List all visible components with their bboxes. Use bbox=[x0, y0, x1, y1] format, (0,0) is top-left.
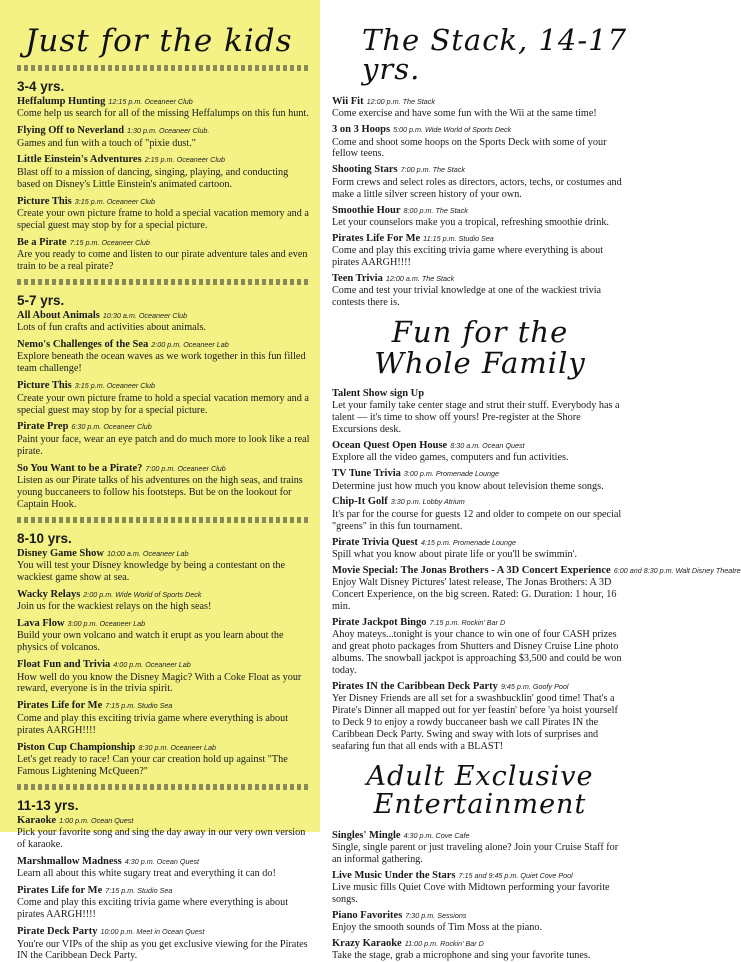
event-time-location: 3:00 p.m. Oceaneer Lab bbox=[68, 619, 146, 628]
event-name: TV Tune Trivia bbox=[332, 468, 401, 479]
event-header bbox=[332, 273, 628, 285]
event-description: Come and play this exciting trivia game where everything is about pirates AARGH!!!! bbox=[332, 245, 628, 269]
event-header bbox=[332, 870, 628, 882]
event-description: Lots of fun crafts and activities about animals. bbox=[17, 322, 310, 334]
event-name: Piston Cup Championship bbox=[17, 742, 135, 753]
event-description: Ahoy mateys...tonight is your chance to win one of four CASH prizes and great photo packages from Shutters and Disney Cruise Line photo albums. The snowball jackpot is approaching $3,500 and could be won today. bbox=[332, 629, 628, 677]
event-time-location: 3:00 p.m. Promenade Lounge bbox=[404, 469, 499, 478]
event-name: Little Einstein's Adventures bbox=[17, 154, 142, 165]
event-header bbox=[332, 537, 628, 549]
event-header bbox=[332, 565, 628, 577]
event-header bbox=[332, 830, 628, 842]
event-item bbox=[332, 617, 628, 677]
event-time-location: 7:15 p.m. Studio Sea bbox=[105, 886, 172, 895]
event-header bbox=[332, 233, 628, 245]
event-time-location: 7:15 p.m. Rockin' Bar D bbox=[430, 618, 506, 627]
event-description: Explore beneath the ocean waves as we work together in this fun filled team challenge! bbox=[17, 351, 310, 375]
event-description: Enjoy Walt Disney Pictures' latest release, The Jonas Brothers: A 3D Concert Experience, on the big screen. Rated: G. Duration: 1 hour, 16 min. bbox=[332, 577, 628, 613]
event-name: Movie Special: The Jonas Brothers - A 3D Concert Experience bbox=[332, 565, 611, 576]
event-name: Picture This bbox=[17, 380, 72, 391]
event-name: Marshmallow Madness bbox=[17, 856, 122, 867]
event-header bbox=[332, 96, 628, 108]
event-header bbox=[17, 196, 310, 208]
event-item bbox=[17, 659, 310, 695]
event-time-location: 5:00 p.m. Wide World of Sports Deck bbox=[393, 125, 511, 134]
event-time-location: 6:30 p.m. Oceaneer Club bbox=[71, 422, 151, 431]
family-title-line1: Fun for the bbox=[392, 315, 568, 349]
event-time-location: 3:15 p.m. Oceaneer Club bbox=[75, 381, 155, 390]
age-heading: 5-7 yrs. bbox=[17, 293, 310, 308]
event-header bbox=[332, 440, 628, 452]
event-item bbox=[332, 96, 628, 120]
event-description: Spill what you know about pirate life or you'll be swimmin'. bbox=[332, 549, 628, 561]
event-item bbox=[17, 463, 310, 511]
event-header bbox=[17, 380, 310, 392]
event-description: Games and fun with a touch of "pixie dust." bbox=[17, 138, 310, 150]
event-name: Lava Flow bbox=[17, 618, 65, 629]
event-time-location: 7:00 p.m. The Stack bbox=[401, 165, 465, 174]
stack-title: The Stack, 14-17 yrs. bbox=[362, 26, 628, 84]
event-item bbox=[17, 310, 310, 334]
event-item bbox=[17, 196, 310, 232]
event-time-location: 2:15 p.m. Oceaneer Club bbox=[145, 155, 225, 164]
event-name: Krazy Karaoke bbox=[332, 938, 402, 949]
event-item bbox=[17, 815, 310, 851]
event-time-location: 10:00 a.m. Oceaneer Lab bbox=[107, 549, 189, 558]
event-time-location: 12:00 p.m. The Stack bbox=[367, 97, 435, 106]
event-name: Pirates IN the Caribbean Deck Party bbox=[332, 681, 498, 692]
event-item bbox=[17, 421, 310, 457]
event-item bbox=[17, 96, 310, 120]
event-time-location: 1:30 p.m. Oceaneer Club. bbox=[127, 126, 209, 135]
adult-title bbox=[332, 763, 628, 820]
adult-events bbox=[332, 830, 628, 962]
event-description: Are you ready to come and listen to our pirate adventure tales and even train to be a real pirate? bbox=[17, 249, 310, 273]
event-description: Come exercise and have some fun with the Wii at the same time! bbox=[332, 108, 628, 120]
event-item bbox=[332, 565, 628, 613]
event-item bbox=[17, 339, 310, 375]
divider bbox=[17, 279, 310, 285]
event-header bbox=[17, 926, 310, 938]
event-header bbox=[17, 589, 310, 601]
adult-title-line2: Entertainment bbox=[374, 789, 587, 820]
event-name: Disney Game Show bbox=[17, 548, 104, 559]
event-description: Determine just how much you know about television theme songs. bbox=[332, 481, 628, 493]
event-time-location: 4:30 p.m. Ocean Quest bbox=[125, 857, 199, 866]
event-name: Float Fun and Trivia bbox=[17, 659, 110, 670]
event-item bbox=[332, 124, 628, 160]
event-header bbox=[332, 910, 628, 922]
event-item bbox=[332, 910, 628, 934]
event-header bbox=[17, 421, 310, 433]
event-time-location: 12:00 a.m. The Stack bbox=[386, 274, 454, 283]
event-description: Pick your favorite song and sing the day away in our very own version of karaoke. bbox=[17, 827, 310, 851]
event-header bbox=[17, 96, 310, 108]
event-name: 3 on 3 Hoops bbox=[332, 124, 390, 135]
event-name: Pirate Jackpot Bingo bbox=[332, 617, 427, 628]
event-item bbox=[332, 440, 628, 464]
event-name: All About Animals bbox=[17, 310, 100, 321]
event-description: You're our VIPs of the ship as you get exclusive viewing for the Pirates IN the Caribbean Deck Party. bbox=[17, 939, 310, 962]
event-name: Pirates Life for Me bbox=[17, 700, 102, 711]
event-header bbox=[17, 700, 310, 712]
event-header bbox=[332, 681, 628, 693]
event-name: Wacky Relays bbox=[17, 589, 80, 600]
event-header bbox=[332, 496, 628, 508]
event-time-location: 7:15 p.m. Studio Sea bbox=[105, 701, 172, 710]
event-time-location: 8:30 p.m. Oceaneer Lab bbox=[138, 743, 216, 752]
event-description: It's par for the course for guests 12 and older to compete on our special "greens" in this fun tournament. bbox=[332, 509, 628, 533]
event-header bbox=[17, 815, 310, 827]
family-events bbox=[332, 388, 628, 753]
event-time-location: 4:30 p.m. Cove Cafe bbox=[404, 831, 470, 840]
event-name: Shooting Stars bbox=[332, 164, 398, 175]
event-description: Take the stage, grab a microphone and sing your favorite tunes. bbox=[332, 950, 628, 962]
event-name: Nemo's Challenges of the Sea bbox=[17, 339, 148, 350]
kids-title: Just for the kids bbox=[25, 26, 310, 57]
event-item bbox=[332, 870, 628, 906]
event-item bbox=[17, 885, 310, 921]
event-name: Heffalump Hunting bbox=[17, 96, 105, 107]
event-header bbox=[17, 742, 310, 754]
family-title-line2: Whole Family bbox=[374, 346, 585, 380]
event-time-location: 4:15 p.m. Promenade Lounge bbox=[421, 538, 516, 547]
event-description: You will test your Disney knowledge by being a contestant on the wackiest game show at sea. bbox=[17, 560, 310, 584]
event-time-location: 8:00 p.m. The Stack bbox=[404, 206, 468, 215]
event-name: Pirate Prep bbox=[17, 421, 68, 432]
event-item bbox=[332, 205, 628, 229]
event-item bbox=[17, 589, 310, 613]
event-name: Live Music Under the Stars bbox=[332, 870, 455, 881]
event-item bbox=[17, 856, 310, 880]
event-name: Smoothie Hour bbox=[332, 205, 401, 216]
event-name: Pirate Deck Party bbox=[17, 926, 97, 937]
family-title bbox=[332, 317, 628, 378]
event-item bbox=[17, 548, 310, 584]
event-header bbox=[332, 205, 628, 217]
event-header bbox=[17, 885, 310, 897]
event-header bbox=[332, 164, 628, 176]
event-time-location: 3:30 p.m. Lobby Atrium bbox=[391, 497, 465, 506]
event-name: Piano Favorites bbox=[332, 910, 402, 921]
event-description: Live music fills Quiet Cove with Midtown performing your favorite songs. bbox=[332, 882, 628, 906]
event-item bbox=[332, 496, 628, 532]
event-time-location: 2:00 p.m. Oceaneer Lab bbox=[151, 340, 229, 349]
event-header bbox=[17, 237, 310, 249]
event-time-location: 7:00 p.m. Oceaneer Club bbox=[145, 464, 225, 473]
event-time-location: 7:15 p.m. Oceaneer Club bbox=[70, 238, 150, 247]
event-item bbox=[332, 233, 628, 269]
event-description: Single, single parent or just traveling alone? Join your Cruise Staff for an informal gathering. bbox=[332, 842, 628, 866]
event-item bbox=[17, 618, 310, 654]
event-description: Yer Disney Friends are all set for a swashbucklin' good time! That's a Pirate's Dinner all mapped out for yer feastin' before 'ya hoist yourself to Deck 9 to enjoy a rowdy buccaneer bash we call Pirates IN the Caribbean Deck Party. Swing and sway with lots of surprises and seafaring fun that all ends with a BLAST! bbox=[332, 693, 628, 753]
event-time-location: 11:15 p.m. Studio Sea bbox=[423, 234, 494, 243]
event-header bbox=[332, 388, 628, 400]
event-item bbox=[332, 273, 628, 309]
event-header bbox=[17, 548, 310, 560]
event-time-location: 4:00 p.m. Oceaneer Lab bbox=[113, 660, 191, 669]
event-time-location: 2:00 p.m. Wide World of Sports Deck bbox=[83, 590, 201, 599]
event-name: Chip-It Golf bbox=[332, 496, 388, 507]
event-name: Teen Trivia bbox=[332, 273, 383, 284]
event-description: Build your own volcano and watch it erupt as you learn about the physics of volcanos. bbox=[17, 630, 310, 654]
event-item bbox=[17, 700, 310, 736]
age-heading: 3-4 yrs. bbox=[17, 79, 310, 94]
event-header bbox=[17, 125, 310, 137]
event-description: Come and play this exciting trivia game where everything is about pirates AARGH!!!! bbox=[17, 897, 310, 921]
event-name: Ocean Quest Open House bbox=[332, 440, 447, 451]
event-name: Singles' Mingle bbox=[332, 830, 401, 841]
event-item bbox=[17, 926, 310, 962]
divider bbox=[17, 784, 310, 790]
event-description: Come and shoot some hoops on the Sports Deck with some of your fellow teens. bbox=[332, 137, 628, 161]
event-description: Let's get ready to race! Can your car creation hold up against "The Famous Lightening McQueen?" bbox=[17, 754, 310, 778]
event-header bbox=[17, 310, 310, 322]
event-item bbox=[332, 164, 628, 200]
event-description: Explore all the video games, computers and fun activities. bbox=[332, 452, 628, 464]
stack-events bbox=[332, 96, 628, 309]
age-heading: 8-10 yrs. bbox=[17, 531, 310, 546]
event-time-location: 10:30 a.m. Oceaneer Club bbox=[103, 311, 187, 320]
event-time-location: 9:45 p.m. Goofy Pool bbox=[501, 682, 569, 691]
event-name: Pirates Life For Me bbox=[332, 233, 420, 244]
event-item bbox=[332, 830, 628, 866]
event-header bbox=[17, 659, 310, 671]
event-name: Karaoke bbox=[17, 815, 56, 826]
event-description: Form crews and select roles as directors, actors, techs, or costumes and make a little silver screen history of your own. bbox=[332, 177, 628, 201]
event-description: Learn all about this white sugary treat and everything it can do! bbox=[17, 868, 310, 880]
event-name: Wii Fit bbox=[332, 96, 364, 107]
adult-title-line1: Adult Exclusive bbox=[366, 761, 593, 792]
event-time-location: 8:30 a.m. Ocean Quest bbox=[450, 441, 524, 450]
event-description: Come and play this exciting trivia game where everything is about pirates AARGH!!!! bbox=[17, 713, 310, 737]
event-item bbox=[17, 742, 310, 778]
event-description: Create your own picture frame to hold a special vacation memory and a special guest may stop by for a special picture. bbox=[17, 208, 310, 232]
event-description: Come help us search for all of the missing Heffalumps on this fun hunt. bbox=[17, 108, 310, 120]
event-description: Let your family take center stage and strut their stuff. Everybody has a talent — it's time to show off yours! Pre-register at the Shore Excursions desk. bbox=[332, 400, 628, 436]
divider bbox=[17, 517, 310, 523]
event-item bbox=[332, 681, 628, 753]
event-header bbox=[17, 154, 310, 166]
event-description: Enjoy the smooth sounds of Tim Moss at the piano. bbox=[332, 922, 628, 934]
event-item bbox=[332, 938, 628, 962]
event-header bbox=[17, 463, 310, 475]
event-name: So You Want to be a Pirate? bbox=[17, 463, 142, 474]
event-header bbox=[17, 856, 310, 868]
event-description: Blast off to a mission of dancing, singing, playing, and conducting based on Disney's Little Einstein's animated cartoon. bbox=[17, 167, 310, 191]
event-name: Be a Pirate bbox=[17, 237, 67, 248]
event-description: Listen as our Pirate talks of his adventures on the high seas, and trains young buccaneers to follow his footsteps. But be on the lookout for Captain Hook. bbox=[17, 475, 310, 511]
event-description: Let your counselors make you a tropical, refreshing smoothie drink. bbox=[332, 217, 628, 229]
event-name: Pirates Life for Me bbox=[17, 885, 102, 896]
age-heading: 11-13 yrs. bbox=[17, 798, 310, 813]
event-time-location: 11:00 p.m. Rockin' Bar D bbox=[405, 939, 484, 948]
event-header bbox=[332, 617, 628, 629]
event-description: Create your own picture frame to hold a special vacation memory and a special guest may stop by for a special picture. bbox=[17, 393, 310, 417]
event-name: Pirate Trivia Quest bbox=[332, 537, 418, 548]
event-description: How well do you know the Disney Magic? With a Coke Float as your reward, everyone is in the trivia spirit. bbox=[17, 672, 310, 696]
kids-column bbox=[0, 0, 320, 832]
event-item bbox=[332, 468, 628, 492]
event-time-location: 6:00 and 8:30 p.m. Walt Disney Theatre bbox=[614, 566, 741, 575]
event-header bbox=[332, 124, 628, 136]
kids-groups bbox=[17, 79, 310, 962]
event-item bbox=[332, 537, 628, 561]
event-description: Paint your face, wear an eye patch and do much more to look like a real pirate. bbox=[17, 434, 310, 458]
event-header bbox=[17, 618, 310, 630]
event-name: Flying Off to Neverland bbox=[17, 125, 124, 136]
event-time-location: 10:00 p.m. Meet in Ocean Quest bbox=[100, 927, 204, 936]
event-name: Picture This bbox=[17, 196, 72, 207]
event-header bbox=[332, 938, 628, 950]
event-header bbox=[17, 339, 310, 351]
event-description: Come and test your trivial knowledge at one of the wackiest trivia contests there is. bbox=[332, 285, 628, 309]
event-time-location: 1:00 p.m. Ocean Quest bbox=[59, 816, 133, 825]
event-time-location: 3:15 p.m. Oceaneer Club bbox=[75, 197, 155, 206]
event-description: Join us for the wackiest relays on the high seas! bbox=[17, 601, 310, 613]
divider bbox=[17, 65, 310, 71]
event-name: Talent Show sign Up bbox=[332, 388, 424, 399]
event-item bbox=[17, 125, 310, 149]
event-header bbox=[332, 468, 628, 480]
right-column bbox=[320, 0, 638, 832]
event-time-location: 7:30 p.m. Sessions bbox=[405, 911, 466, 920]
event-time-location: 7:15 and 9:45 p.m. Quiet Cove Pool bbox=[458, 871, 572, 880]
event-time-location: 12:15 p.m. Oceaneer Club bbox=[108, 97, 192, 106]
event-item bbox=[17, 154, 310, 190]
event-item bbox=[17, 237, 310, 273]
event-item bbox=[17, 380, 310, 416]
event-item bbox=[332, 388, 628, 436]
